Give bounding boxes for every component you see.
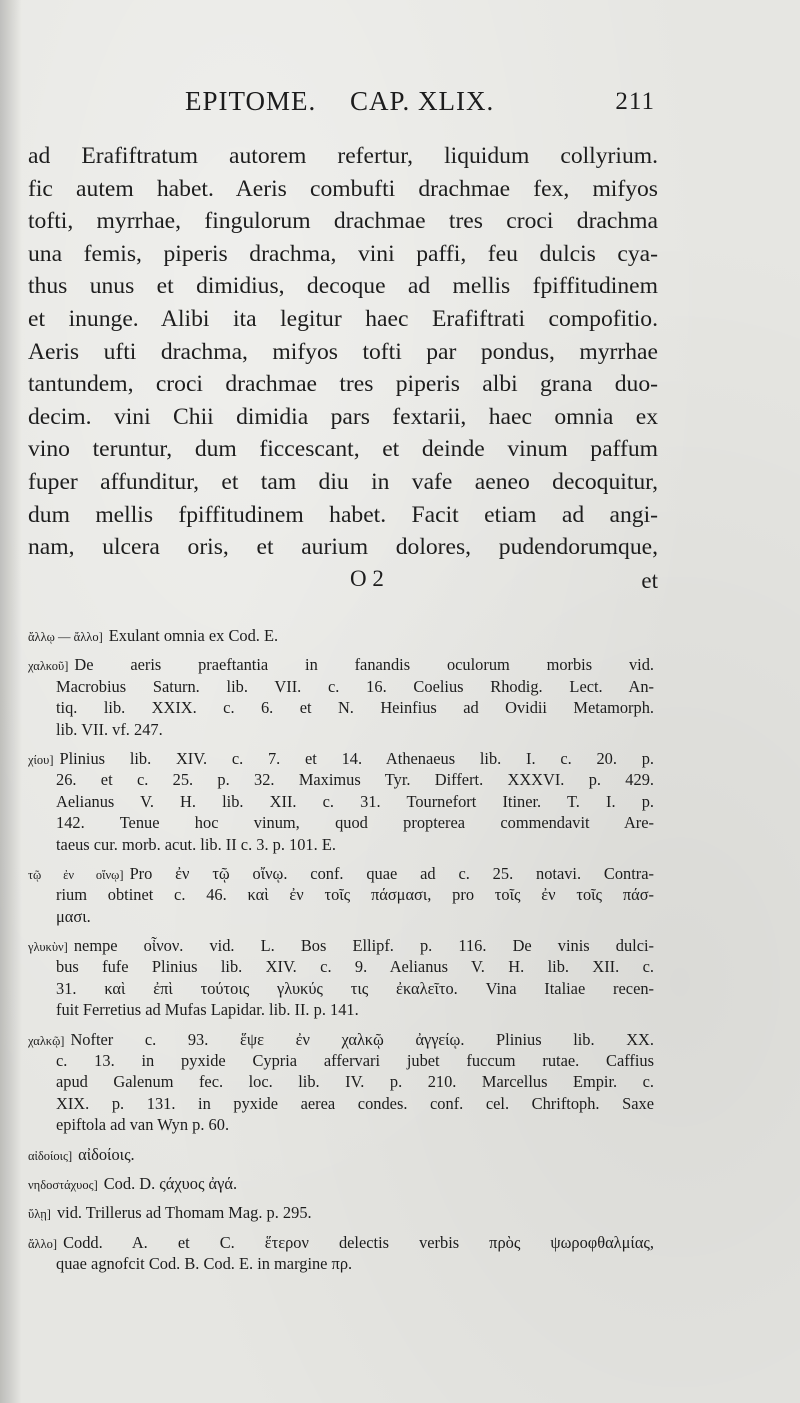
text-line: Aeris ufti drachma, mifyos tofti par pondus, myrrhae <box>28 338 658 365</box>
footnote-text: Cod. D. ςάχυος ἀγά. <box>103 1173 238 1193</box>
footnote-lemma: ὕλῃ] <box>28 1207 51 1222</box>
footnote-text: Codd. A. et C. ἕτερον delectis verbis πρὸς ψωροφθαλμίας, <box>63 1232 654 1252</box>
footnote-line <box>28 1029 654 1050</box>
footnote <box>28 1173 654 1194</box>
binding-shadow <box>0 0 22 1403</box>
footnote-line: c. 13. in pyxide Cypria affervari jubet fuccum rutae. Caffius <box>56 1051 654 1071</box>
footnote <box>28 1029 654 1136</box>
text-line: ad Erafiftratum autorem refertur, liquidum collyrium. <box>28 143 658 169</box>
text-line: fic autem habet. Aeris combufti drachmae fex, mifyos <box>28 175 658 202</box>
catchword: et <box>641 568 658 593</box>
running-head-title: EPITOME. <box>185 86 317 116</box>
text-line: fuper affunditur, et tam diu in vafe aeneo decoquitur, <box>28 468 658 495</box>
footnote-line: epiftola ad van Wyn p. 60. <box>56 1115 230 1135</box>
footnote-lemma: νηδοστάχυος] <box>28 1177 98 1192</box>
footnote-line: μασι. <box>56 906 91 926</box>
footnote-line <box>28 1144 654 1165</box>
text-line: tantundem, croci drachmae tres piperis albi grana duo- <box>28 371 658 398</box>
footnote-text: Exulant omnia ex Cod. E. <box>108 626 279 645</box>
footnote-line: bus fufe Plinius lib. XIV. c. 9. Aelianus V. H. lib. XII. c. <box>56 957 654 977</box>
footnote-line: Macrobius Saturn. lib. VII. c. 16. Coelius Rhodig. Lect. An- <box>56 676 654 696</box>
text-line: decim. vini Chii dimidia pars fextarii, haec omnia ex <box>28 403 658 430</box>
footnote-line: fuit Ferretius ad Mufas Lapidar. lib. II. p. 141. <box>56 1000 359 1020</box>
footnote <box>28 863 654 927</box>
footnote-line: rium obtinet c. 46. καὶ ἐν τοῖς πάσμασι, pro τοῖς ἐν τοῖς πάσ- <box>56 885 654 905</box>
footnote-line <box>28 1202 654 1223</box>
text-line: una femis, piperis drachma, vini paffi, feu dulcis cya- <box>28 240 658 267</box>
footnote-lemma: ἄλλο] <box>28 1236 58 1251</box>
text-line: tofti, myrrhae, fingulorum drachmae tres croci drachma <box>28 208 658 235</box>
footnote-line: Aelianus V. H. lib. XII. c. 31. Tournefort Itiner. T. I. p. <box>56 791 654 811</box>
footnote <box>28 654 654 740</box>
footnote-lemma: γλυκὺν] <box>28 940 68 955</box>
footnote-text: vid. Trillerus ad Thomam Mag. p. 295. <box>56 1203 312 1223</box>
footnote <box>28 1202 654 1223</box>
footnote <box>28 1232 654 1275</box>
footnote-line <box>28 863 654 884</box>
footnote-line: 31. καὶ ἐπὶ τούτοις γλυκύς τις ἐκαλεῖτο. Vina Italiae recen- <box>56 978 654 998</box>
footnote-line: apud Galenum fec. loc. lib. IV. p. 210. Marcellus Empir. c. <box>56 1072 654 1092</box>
text-line: dum mellis fpiffitudinem habet. Facit etiam ad angi- <box>28 501 658 528</box>
footnote-lemma: τῷ ἐν οἴνῳ] <box>28 867 124 882</box>
footnote <box>28 1144 654 1165</box>
page-number: 211 <box>615 88 655 115</box>
text-line: et inunge. Alibi ita legitur haec Erafiftrati compofitio. <box>28 305 658 332</box>
footnote-line <box>28 748 654 769</box>
footnote-text: Nofter c. 93. ἕψε ἐν χαλκῷ ἀγγείῳ. Plinius lib. XX. <box>70 1029 654 1049</box>
footnote-line <box>28 1232 654 1253</box>
footnote-text: nempe οἶνον. vid. L. Bos Ellipf. p. 116. De vinis dulci- <box>73 936 654 956</box>
signature-row <box>28 566 658 600</box>
text-line: nam, ulcera oris, et aurium dolores, pudendorumque, <box>28 534 658 561</box>
footnote-text: De aeris praeftantia in fanandis oculorum morbis vid. <box>74 655 654 675</box>
footnote-line: 142. Tenue hoc vinum, quod propterea commendavit Are- <box>56 813 654 833</box>
footnote-text: αἰδοίοις. <box>78 1144 135 1164</box>
footnote <box>28 748 654 855</box>
text-line: vino teruntur, dum ficcescant, et deinde vinum paffum <box>28 436 658 463</box>
footnote-lemma: χαλκῷ] <box>28 1033 65 1048</box>
footnote-text: Plinius lib. XIV. c. 7. et 14. Athenaeus lib. I. c. 20. p. <box>59 748 654 768</box>
footnote-lemma: χαλκοῦ] <box>28 659 69 674</box>
footnote-line: taeus cur. morb. acut. lib. II c. 3. p. 101. E. <box>56 834 336 854</box>
footnote-line: tiq. lib. XXIX. c. 6. et N. Heinfius ad Ovidii Metamorph. <box>56 698 654 718</box>
footnote-line: 26. et c. 25. p. 32. Maximus Tyr. Differt. XXXVI. p. 429. <box>56 770 654 790</box>
text-line: thus unus et dimidius, decoque ad mellis fpiffitudinem <box>28 273 658 300</box>
footnote-line: lib. VII. vf. 247. <box>56 719 163 739</box>
footnotes <box>28 625 654 1283</box>
signature-mark: O 2 <box>350 566 384 591</box>
running-head <box>185 86 655 122</box>
footnote-lemma: ἄλλῳ — ἄλλο] <box>28 630 103 644</box>
footnote-lemma: αἰδοίοις] <box>28 1148 73 1163</box>
footnote-line: quae agnofcit Cod. B. Cod. E. in margine πρ. <box>56 1254 353 1274</box>
footnote-lemma: χίου] <box>28 752 54 767</box>
footnote-text: Pro ἐν τῷ οἴνῳ. conf. quae ad c. 25. notavi. Contra- <box>129 863 654 883</box>
footnote-line <box>28 625 654 646</box>
footnote-line <box>28 1173 654 1194</box>
running-head-chapter: CAP. XLIX. <box>350 86 495 116</box>
footnote-line <box>28 935 654 956</box>
footnote <box>28 625 654 646</box>
footnote-line <box>28 654 654 675</box>
main-text <box>28 140 658 564</box>
footnote-line: XIX. p. 131. in pyxide aerea condes. conf. cel. Chriftoph. Saxe <box>56 1093 654 1113</box>
footnote <box>28 935 654 1021</box>
